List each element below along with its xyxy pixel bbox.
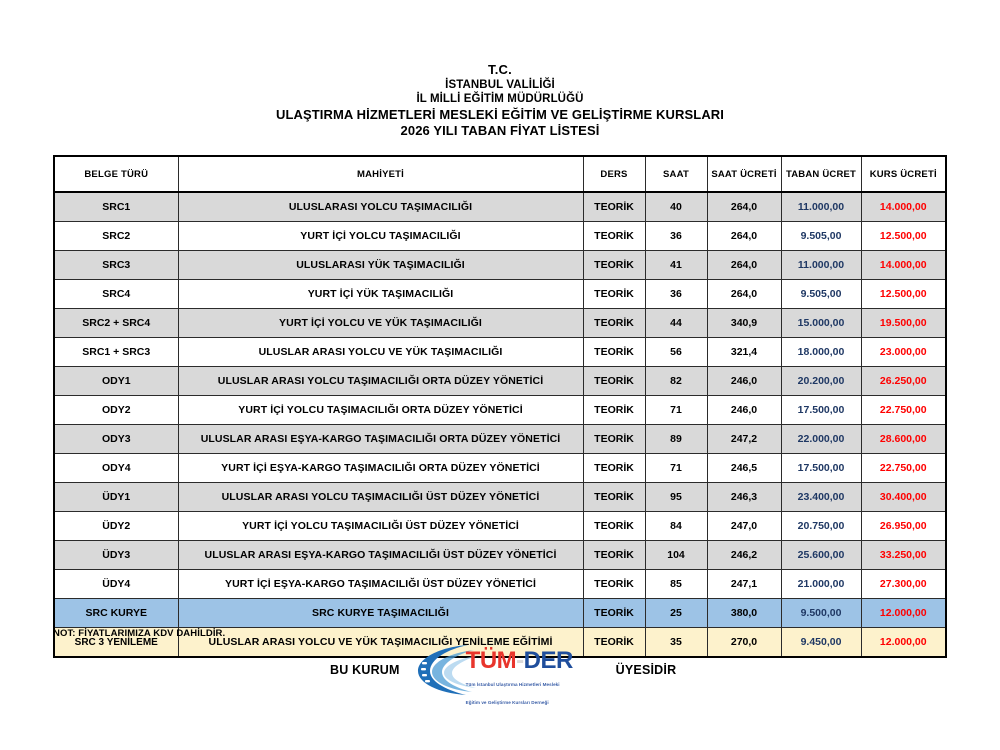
heading-line-governorship: İSTANBUL VALİLİĞİ — [445, 78, 555, 91]
cell-ders: TEORİK — [583, 599, 645, 628]
cell-ders: TEORİK — [583, 570, 645, 599]
cell-saat-ucreti: 246,0 — [707, 367, 781, 396]
table-row — [54, 367, 946, 396]
cell-kurs-ucreti: 14.000,00 — [861, 192, 946, 222]
cell-saat: 36 — [645, 280, 707, 309]
cell-ders: TEORİK — [583, 338, 645, 367]
cell-saat-ucreti: 247,2 — [707, 425, 781, 454]
logo-word-der: DER — [523, 647, 573, 674]
cell-taban-ucret: 21.000,00 — [781, 570, 861, 599]
cell-taban-ucret: 20.750,00 — [781, 512, 861, 541]
cell-saat-ucreti: 321,4 — [707, 338, 781, 367]
cell-ders: TEORİK — [583, 628, 645, 658]
cell-saat: 41 — [645, 251, 707, 280]
logo-wordmark — [466, 647, 573, 674]
cell-saat: 71 — [645, 396, 707, 425]
cell-kurs-ucreti: 30.400,00 — [861, 483, 946, 512]
cell-belge-turu: ODY4 — [54, 454, 178, 483]
heading-line-courses: ULAŞTIRMA HİZMETLERİ MESLEKİ EĞİTİM VE GELİŞTİRME KURSLARI — [275, 106, 725, 122]
table-row — [54, 280, 946, 309]
cell-belge-turu: ODY3 — [54, 425, 178, 454]
cell-ders: TEORİK — [583, 483, 645, 512]
logo-subtitle-line1: Tüm İstanbul Ulaştırma Hizmetleri Mesleki — [465, 682, 560, 687]
cell-taban-ucret: 17.500,00 — [781, 454, 861, 483]
cell-taban-ucret: 11.000,00 — [781, 192, 861, 222]
table-row — [54, 599, 946, 628]
cell-ders: TEORİK — [583, 251, 645, 280]
cell-kurs-ucreti: 26.950,00 — [861, 512, 946, 541]
cell-belge-turu: ÜDY2 — [54, 512, 178, 541]
cell-mahiyeti: YURT İÇİ EŞYA-KARGO TAŞIMACILIĞI ORTA DÜZEY YÖNETİCİ — [178, 454, 583, 483]
cell-ders: TEORİK — [583, 367, 645, 396]
cell-saat-ucreti: 264,0 — [707, 192, 781, 222]
tumder-logo — [410, 642, 606, 705]
logo-word-tum: TÜM — [465, 647, 517, 674]
cell-mahiyeti: YURT İÇİ YÜK TAŞIMACILIĞI — [178, 280, 583, 309]
cell-mahiyeti: YURT İÇİ YOLCU TAŞIMACILIĞI ORTA DÜZEY YÖNETİCİ — [178, 396, 583, 425]
cell-mahiyeti: ULUSLAR ARASI YOLCU VE YÜK TAŞIMACILIĞI YENİLEME EĞİTİMİ — [178, 628, 583, 658]
cell-kurs-ucreti: 27.300,00 — [861, 570, 946, 599]
column-header-saat-ucreti: SAAT ÜCRETİ — [707, 156, 781, 192]
cell-kurs-ucreti: 12.500,00 — [861, 222, 946, 251]
logo-word-dash: - — [516, 647, 524, 674]
cell-belge-turu: SRC 3 YENİLEME — [54, 628, 178, 658]
cell-mahiyeti: ULUSLAR ARASI YOLCU VE YÜK TAŞIMACILIĞI — [178, 338, 583, 367]
cell-kurs-ucreti: 12.500,00 — [861, 280, 946, 309]
document-heading — [0, 62, 1000, 139]
footer-text-after: ÜYESİDİR — [615, 663, 677, 677]
cell-saat: 104 — [645, 541, 707, 570]
cell-mahiyeti: ULUSLAR ARASI YOLCU TAŞIMACILIĞI ORTA DÜZEY YÖNETİCİ — [178, 367, 583, 396]
cell-mahiyeti: YURT İÇİ EŞYA-KARGO TAŞIMACILIĞI ÜST DÜZEY YÖNETİCİ — [178, 570, 583, 599]
table-row — [54, 425, 946, 454]
table-row — [54, 396, 946, 425]
table-row — [54, 192, 946, 222]
cell-saat-ucreti: 264,0 — [707, 251, 781, 280]
page-title: 2026 YILI TABAN FİYAT LİSTESİ — [400, 122, 600, 138]
cell-ders: TEORİK — [583, 309, 645, 338]
cell-mahiyeti: ULUSLAR ARASI EŞYA-KARGO TAŞIMACILIĞI ÜST DÜZEY YÖNETİCİ — [178, 541, 583, 570]
cell-saat: 36 — [645, 222, 707, 251]
cell-saat-ucreti: 340,9 — [707, 309, 781, 338]
cell-belge-turu: SRC1 — [54, 192, 178, 222]
cell-taban-ucret: 9.505,00 — [781, 222, 861, 251]
cell-saat-ucreti: 246,2 — [707, 541, 781, 570]
cell-belge-turu: ÜDY3 — [54, 541, 178, 570]
cell-belge-turu: ODY2 — [54, 396, 178, 425]
cell-kurs-ucreti: 19.500,00 — [861, 309, 946, 338]
cell-mahiyeti: YURT İÇİ YOLCU TAŞIMACILIĞI ÜST DÜZEY YÖNETİCİ — [178, 512, 583, 541]
cell-taban-ucret: 23.400,00 — [781, 483, 861, 512]
vat-note: NOT: FİYATLARIMIZA KDV DAHİLDİR. — [53, 628, 226, 639]
table-row — [54, 512, 946, 541]
cell-mahiyeti: YURT İÇİ YOLCU VE YÜK TAŞIMACILIĞI — [178, 309, 583, 338]
table-row — [54, 454, 946, 483]
table-row — [54, 251, 946, 280]
cell-saat-ucreti: 246,3 — [707, 483, 781, 512]
table-header — [54, 156, 946, 192]
cell-ders: TEORİK — [583, 222, 645, 251]
cell-ders: TEORİK — [583, 454, 645, 483]
cell-kurs-ucreti: 26.250,00 — [861, 367, 946, 396]
cell-kurs-ucreti: 12.000,00 — [861, 599, 946, 628]
cell-saat: 84 — [645, 512, 707, 541]
cell-kurs-ucreti: 23.000,00 — [861, 338, 946, 367]
cell-ders: TEORİK — [583, 280, 645, 309]
cell-kurs-ucreti: 14.000,00 — [861, 251, 946, 280]
cell-belge-turu: SRC3 — [54, 251, 178, 280]
cell-saat-ucreti: 247,0 — [707, 512, 781, 541]
cell-belge-turu: ODY1 — [54, 367, 178, 396]
cell-taban-ucret: 9.505,00 — [781, 280, 861, 309]
table-row — [54, 338, 946, 367]
cell-mahiyeti: SRC KURYE TAŞIMACILIĞI — [178, 599, 583, 628]
cell-ders: TEORİK — [583, 192, 645, 222]
membership-footer — [330, 640, 750, 705]
cell-taban-ucret: 11.000,00 — [781, 251, 861, 280]
cell-saat-ucreti: 247,1 — [707, 570, 781, 599]
cell-taban-ucret: 18.000,00 — [781, 338, 861, 367]
cell-mahiyeti: ULUSLAR ARASI EŞYA-KARGO TAŞIMACILIĞI ORTA DÜZEY YÖNETİCİ — [178, 425, 583, 454]
cell-saat: 71 — [645, 454, 707, 483]
logo-subtitle-line2: Eğitim ve Geliştirme Kursları Derneği — [465, 700, 549, 705]
cell-saat: 35 — [645, 628, 707, 658]
cell-mahiyeti: ULUSLAR ARASI YOLCU TAŞIMACILIĞI ÜST DÜZEY YÖNETİCİ — [178, 483, 583, 512]
heading-line-tc: T.C. — [488, 62, 512, 77]
cell-belge-turu: ÜDY1 — [54, 483, 178, 512]
table-body — [54, 192, 946, 657]
table-header-row — [54, 156, 946, 192]
cell-ders: TEORİK — [583, 541, 645, 570]
cell-saat: 25 — [645, 599, 707, 628]
footer-text-before: BU KURUM — [330, 663, 400, 677]
cell-saat: 40 — [645, 192, 707, 222]
cell-saat: 82 — [645, 367, 707, 396]
cell-taban-ucret: 17.500,00 — [781, 396, 861, 425]
cell-saat-ucreti: 380,0 — [707, 599, 781, 628]
cell-kurs-ucreti: 22.750,00 — [861, 454, 946, 483]
price-table-container — [53, 155, 945, 658]
table-row — [54, 541, 946, 570]
cell-saat-ucreti: 246,0 — [707, 396, 781, 425]
cell-belge-turu: SRC4 — [54, 280, 178, 309]
cell-belge-turu: SRC1 + SRC3 — [54, 338, 178, 367]
price-table — [53, 155, 947, 658]
cell-mahiyeti: YURT İÇİ YOLCU TAŞIMACILIĞI — [178, 222, 583, 251]
cell-kurs-ucreti: 28.600,00 — [861, 425, 946, 454]
heading-line-directorate: İL MİLLİ EĞİTİM MÜDÜRLÜĞÜ — [416, 92, 584, 105]
cell-saat: 95 — [645, 483, 707, 512]
cell-ders: TEORİK — [583, 512, 645, 541]
cell-saat: 44 — [645, 309, 707, 338]
table-row — [54, 483, 946, 512]
cell-belge-turu: ÜDY4 — [54, 570, 178, 599]
cell-kurs-ucreti: 12.000,00 — [861, 628, 946, 658]
cell-taban-ucret: 20.200,00 — [781, 367, 861, 396]
cell-mahiyeti: ULUSLARASI YOLCU TAŞIMACILIĞI — [178, 192, 583, 222]
column-header-belge-turu: BELGE TÜRÜ — [54, 156, 178, 192]
cell-taban-ucret: 25.600,00 — [781, 541, 861, 570]
table-row — [54, 570, 946, 599]
cell-saat-ucreti: 264,0 — [707, 222, 781, 251]
column-header-ders: DERS — [583, 156, 645, 192]
column-header-mahiyeti: MAHİYETİ — [178, 156, 583, 192]
cell-belge-turu: SRC KURYE — [54, 599, 178, 628]
cell-kurs-ucreti: 22.750,00 — [861, 396, 946, 425]
logo-subtitle — [466, 682, 560, 705]
cell-taban-ucret: 15.000,00 — [781, 309, 861, 338]
cell-saat-ucreti: 264,0 — [707, 280, 781, 309]
cell-ders: TEORİK — [583, 396, 645, 425]
cell-belge-turu: SRC2 + SRC4 — [54, 309, 178, 338]
table-row — [54, 309, 946, 338]
cell-mahiyeti: ULUSLARASI YÜK TAŞIMACILIĞI — [178, 251, 583, 280]
cell-taban-ucret: 9.500,00 — [781, 599, 861, 628]
cell-taban-ucret: 22.000,00 — [781, 425, 861, 454]
cell-ders: TEORİK — [583, 425, 645, 454]
column-header-kurs-ucreti: KURS ÜCRETİ — [861, 156, 946, 192]
cell-belge-turu: SRC2 — [54, 222, 178, 251]
cell-saat-ucreti: 270,0 — [707, 628, 781, 658]
cell-saat: 85 — [645, 570, 707, 599]
cell-saat: 89 — [645, 425, 707, 454]
cell-taban-ucret: 9.450,00 — [781, 628, 861, 658]
cell-saat-ucreti: 246,5 — [707, 454, 781, 483]
column-header-saat: SAAT — [645, 156, 707, 192]
column-header-taban-ucret: TABAN ÜCRET — [781, 156, 861, 192]
logo-wordmark-block — [466, 649, 606, 709]
table-row — [54, 222, 946, 251]
cell-saat: 56 — [645, 338, 707, 367]
cell-kurs-ucreti: 33.250,00 — [861, 541, 946, 570]
